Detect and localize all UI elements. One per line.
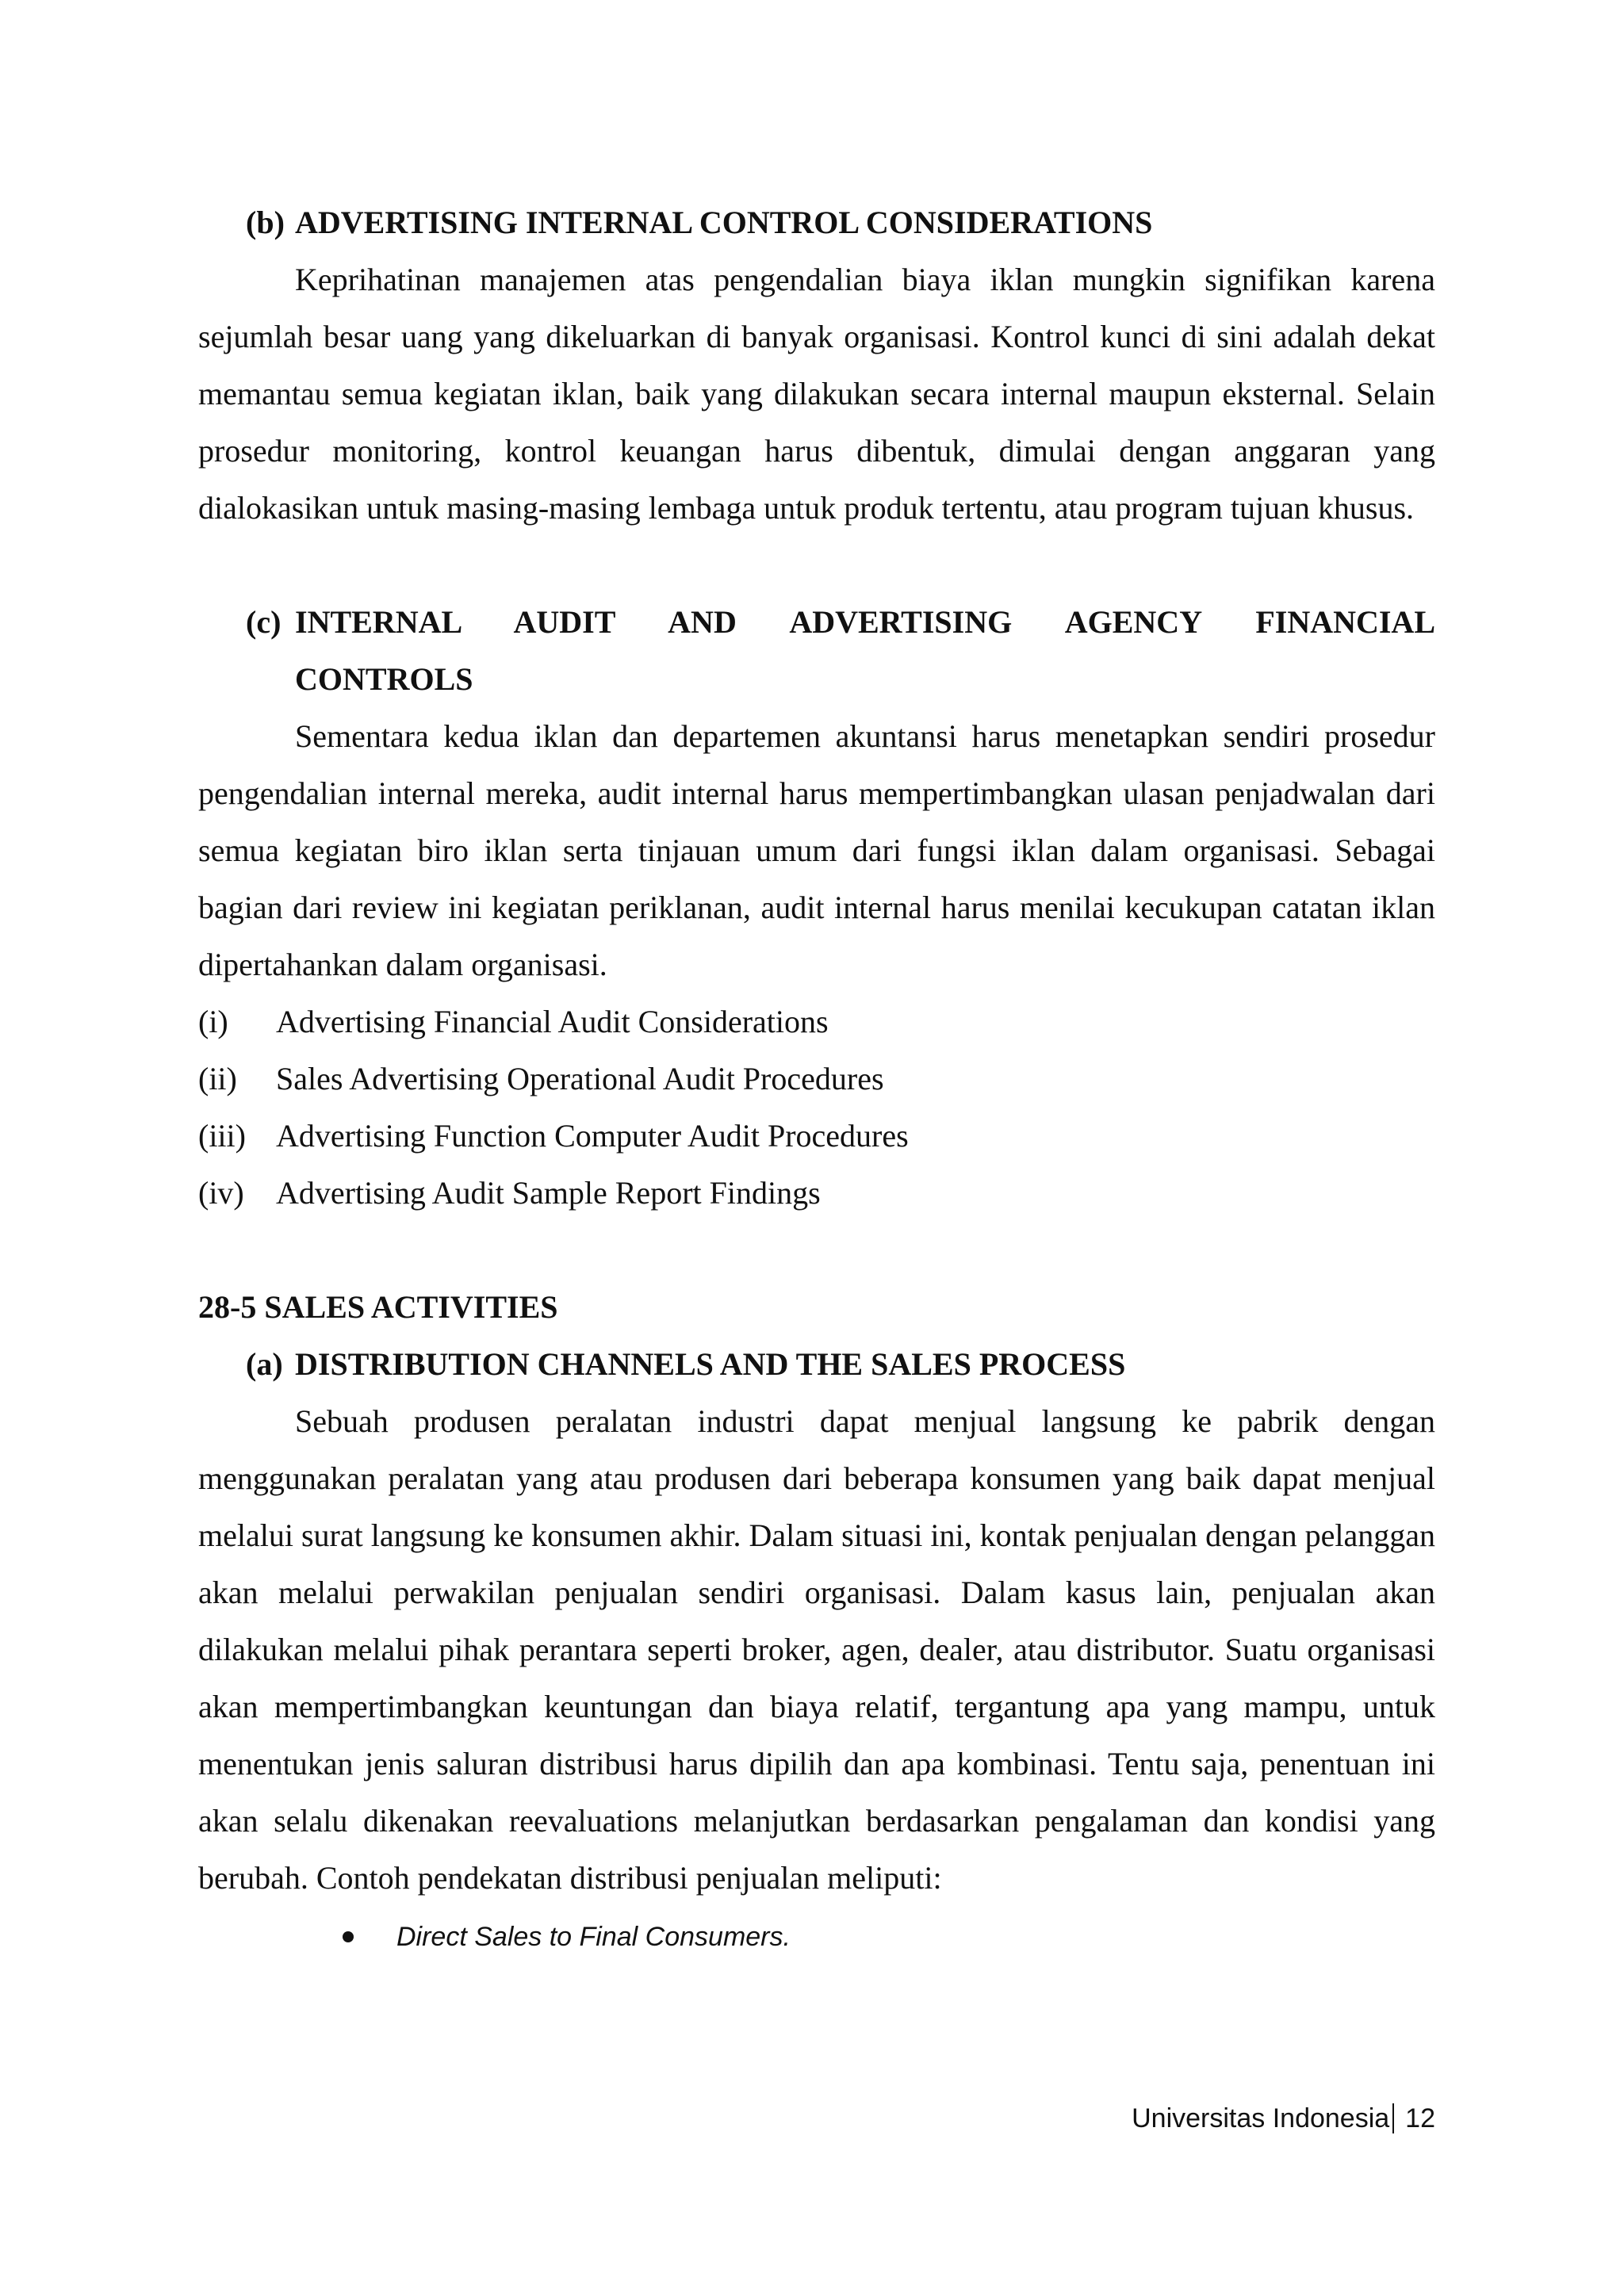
- list-item-text: Sales Advertising Operational Audit Procedures: [276, 1061, 884, 1096]
- list-item-text: Advertising Audit Sample Report Findings: [276, 1175, 821, 1211]
- section-c-label: (c): [246, 604, 282, 640]
- list-item-number: (iii): [198, 1118, 246, 1154]
- section-c-title-line1: INTERNAL AUDIT AND ADVERTISING AGENCY FINANCIAL: [295, 604, 1435, 640]
- spacer: [198, 537, 1435, 594]
- list-item: [198, 1165, 1435, 1222]
- spacer: [198, 1222, 1435, 1279]
- bullet-item: [198, 1915, 1435, 1959]
- section-28-5-a-paragraph: Sebuah produsen peralatan industri dapat menjual langsung ke pabrik dengan menggunakan peralatan yang atau produsen dari beberapa konsumen yang baik dapat menjual melalui surat langsung ke konsumen akhir. Dalam situasi ini, kontak penjualan dengan pelanggan akan melalui perwakilan penjualan sendiri organisasi. Dalam kasus lain, penjualan akan dilakukan melalui pihak perantara seperti broker, agen, dealer, atau distributor. Suatu organisasi akan mempertimbangkan keuntungan dan biaya relatif, tergantung apa yang mampu, untuk menentukan jenis saluran distribusi harus dipilih dan apa kombinasi. Tentu saja, penentuan ini akan selalu dikenakan reevaluations melanjutkan berdasarkan pengalaman dan kondisi yang berubah. Contoh pendekatan distribusi penjualan meliputi:: [198, 1403, 1435, 1896]
- section-b-paragraph: Keprihatinan manajemen atas pengendalian biaya iklan mungkin signifikan karena sejumlah besar uang yang dikeluarkan di banyak organisasi. Kontrol kunci di sini adalah dekat memantau semua kegiatan iklan, baik yang dilakukan secara internal maupun eksternal. Selain prosedur monitoring, kontrol keuangan harus dibentuk, dimulai dengan anggaran yang dialokasikan untuk masing-masing lembaga untuk produk tertentu, atau program tujuan khusus.: [198, 262, 1435, 526]
- list-item-text: Advertising Function Computer Audit Procedures: [276, 1118, 909, 1154]
- section-28-5-a-title: DISTRIBUTION CHANNELS AND THE SALES PROCESS: [295, 1346, 1126, 1382]
- section-28-5-a-label: (a): [246, 1346, 283, 1382]
- list-item-number: (iv): [198, 1175, 244, 1211]
- section-c-heading: [198, 594, 1435, 651]
- section-c-list: [198, 993, 1435, 1222]
- page-number: 12: [1405, 2103, 1435, 2133]
- bullet-item-text: Direct Sales to Final Consumers.: [396, 1922, 791, 1952]
- section-b-title: ADVERTISING INTERNAL CONTROL CONSIDERATIONS: [295, 205, 1153, 240]
- section-28-5-title: 28-5 SALES ACTIVITIES: [198, 1289, 558, 1325]
- list-item-number: (ii): [198, 1061, 237, 1096]
- list-item: [198, 1108, 1435, 1165]
- bullet-dot-icon: [343, 1931, 354, 1942]
- section-b-label: (b): [246, 205, 285, 240]
- section-c-paragraph: Sementara kedua iklan dan departemen akuntansi harus menetapkan sendiri prosedur pengendalian internal mereka, audit internal harus mempertimbangkan ulasan penjadwalan dari semua kegiatan biro iklan serta tinjauan umum dari fungsi iklan dalam organisasi. Sebagai bagian dari review ini kegiatan periklanan, audit internal harus menilai kecukupan catatan iklan dipertahankan dalam organisasi.: [198, 718, 1435, 982]
- list-item: [198, 993, 1435, 1050]
- list-item-number: (i): [198, 1004, 228, 1039]
- footer-institution: Universitas Indonesia: [1132, 2103, 1390, 2133]
- section-28-5-a-heading: [198, 1336, 1435, 1393]
- page-content: [198, 194, 1435, 1959]
- section-c-title-line2: CONTROLS: [295, 661, 473, 697]
- section-b-heading: [198, 194, 1435, 251]
- list-item: [198, 1050, 1435, 1108]
- list-item-text: Advertising Financial Audit Considerations: [276, 1004, 829, 1039]
- footer-separator: [1392, 2103, 1394, 2133]
- page-footer: [1132, 2099, 1435, 2137]
